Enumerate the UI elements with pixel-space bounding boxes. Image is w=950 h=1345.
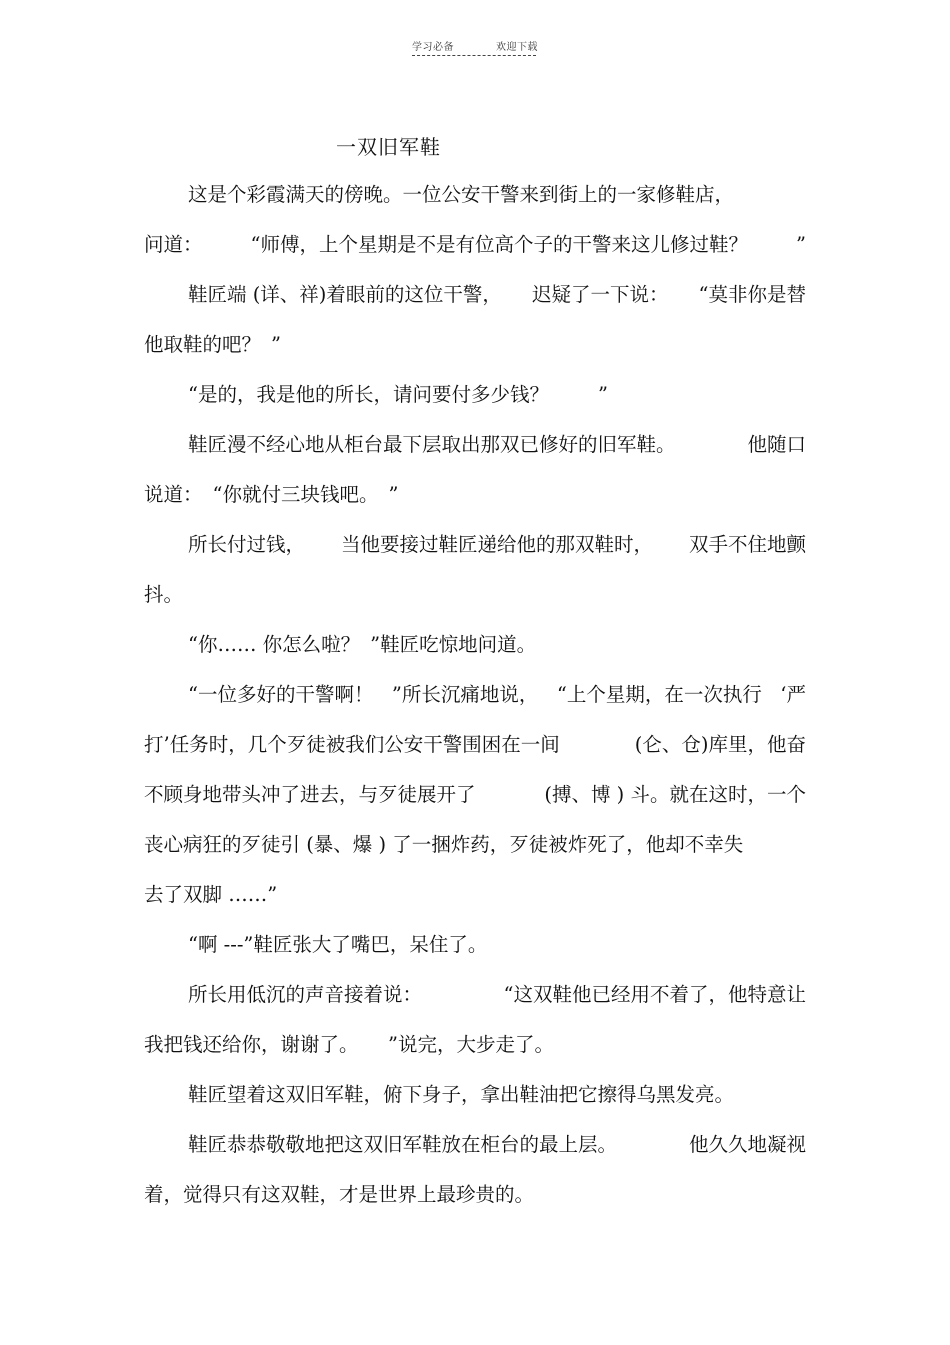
text-segment: 抖。 [144, 583, 184, 606]
article-title: 一双旧军鞋 [336, 135, 441, 159]
text-segment: 打’任务时，几个歹徒被我们公安干警围困在一间 [144, 733, 560, 756]
text-line [144, 528, 806, 578]
text-line [144, 628, 806, 678]
text-segment: 不顾身地带头冲了进去，与歹徒展开了 [144, 783, 476, 806]
text-segment: “莫非你是替 [698, 283, 806, 306]
text-segment: “啊 ---”鞋匠张大了嘴巴，呆住了。 [188, 933, 488, 956]
text-line [144, 678, 806, 728]
text-segment: ”说完，大步走了。 [368, 1033, 554, 1056]
text-line [144, 978, 806, 1028]
text-segment: ”所长沉痛地说， [391, 683, 539, 706]
text-segment: “上个星期，在一次执行 [556, 683, 762, 706]
text-line [144, 328, 806, 378]
text-line [144, 578, 806, 628]
text-segment: 问道： [144, 233, 203, 256]
text-segment: 鞋匠端 (详、祥)着眼前的这位干警， [188, 283, 502, 306]
text-line [144, 378, 806, 428]
text-segment: 他久久地凝视 [688, 1133, 806, 1156]
text-line [144, 828, 806, 878]
text-line [144, 228, 806, 278]
header-right-text: 欢迎下载 [496, 42, 538, 53]
text-segment: 迟疑了一下说： [531, 283, 669, 306]
text-segment: 我把钱还给你，谢谢了。 [144, 1033, 359, 1056]
text-line [144, 728, 806, 778]
text-segment: 这是个彩霞满天的傍晚。一位公安干警来到街上的一家修鞋店， [188, 183, 735, 206]
text-segment: 鞋匠望着这双旧军鞋，俯下身子，拿出鞋油把它擦得乌黑发亮。 [188, 1083, 735, 1106]
text-segment: 说道： [144, 483, 203, 506]
text-line [144, 178, 806, 228]
text-segment: “你…… 你怎么啦？ [188, 633, 361, 656]
text-segment: 他随口 [747, 433, 806, 456]
text-segment: (搏、博 ) 斗。就在这时，一个 [544, 783, 806, 806]
text-segment: 所长付过钱， [188, 533, 306, 556]
text-segment: ‘严 [780, 683, 806, 706]
text-segment: ” [388, 483, 399, 506]
text-segment: ”鞋匠吃惊地问道。 [370, 633, 537, 656]
text-segment: “一位多好的干警啊！ [188, 683, 374, 706]
text-line [144, 878, 806, 928]
text-line [144, 778, 806, 828]
header-left-text: 学习必备 [412, 42, 454, 53]
text-line [144, 478, 806, 528]
text-segment: ” [271, 333, 281, 356]
text-segment: 鞋匠漫不经心地从柜台最下层取出那双已修好的旧军鞋。 [188, 433, 676, 456]
text-segment: 鞋匠恭恭敬敬地把这双旧军鞋放在柜台的最上层。 [188, 1133, 618, 1156]
text-segment: 所长用低沉的声音接着说： [188, 983, 423, 1006]
text-segment: (仑、仓)库里，他奋 [634, 733, 806, 756]
text-segment: 他取鞋的吧？ [144, 333, 262, 356]
text-line [144, 428, 806, 478]
text-segment: “你就付三块钱吧。 [212, 483, 379, 506]
article-body [144, 178, 806, 1228]
text-segment: “是的，我是他的所长，请问要付多少钱？ [188, 383, 549, 406]
text-segment: 着，觉得只有这双鞋，才是世界上最珍贵的。 [144, 1183, 535, 1206]
text-line [144, 928, 806, 978]
text-line [144, 1078, 806, 1128]
text-segment: ” [558, 383, 608, 406]
text-segment: “师傅，上个星期是不是有位高个子的干警来这儿修过鞋？ [250, 233, 748, 256]
text-line [144, 1128, 806, 1178]
text-line [144, 1178, 806, 1228]
text-line [144, 1028, 806, 1078]
text-segment: 双手不住地颤 [688, 533, 806, 556]
header-divider [412, 55, 536, 56]
text-segment: “这双鞋他已经用不着了，他特意让 [503, 983, 806, 1006]
text-segment: 当他要接过鞋匠递给他的那双鞋时， [340, 533, 653, 556]
text-line [144, 278, 806, 328]
text-segment: 丧心病狂的歹徒引 (暴、爆 ) 了一捆炸药，歹徒被炸死了，他却不幸失 [144, 833, 744, 856]
text-segment: 去了双脚 ……” [144, 883, 278, 906]
text-segment: ” [796, 233, 806, 256]
